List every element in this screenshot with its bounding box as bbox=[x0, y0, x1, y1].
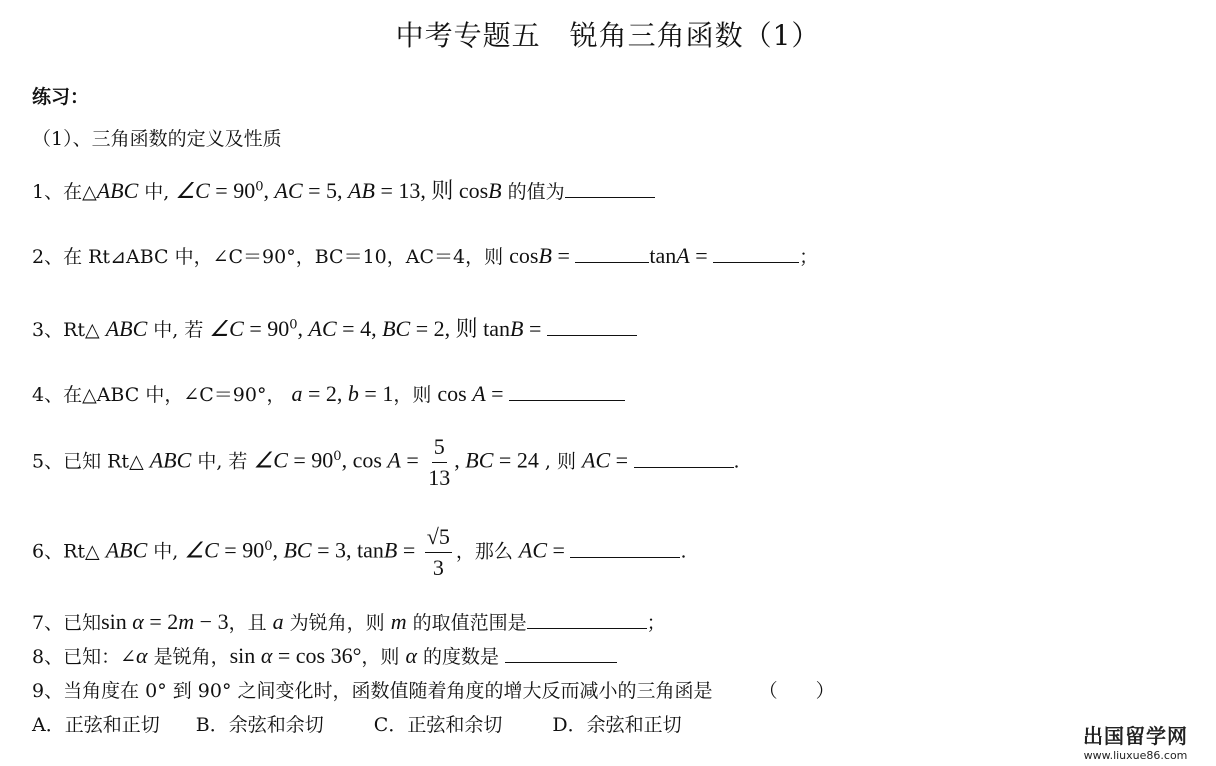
answer-options bbox=[32, 710, 682, 737]
q5-answer-blank[interactable] bbox=[634, 449, 734, 468]
q7-math: m bbox=[178, 609, 195, 634]
q7-text: 的取值范围是 bbox=[406, 612, 527, 634]
q7-text: 为锐角，则 bbox=[283, 612, 391, 634]
q1-math: AC bbox=[274, 178, 303, 203]
q1-math: B bbox=[488, 178, 502, 203]
q6-math: , bbox=[272, 537, 284, 563]
q7-text: ，且 bbox=[228, 612, 273, 634]
q5-math: BC bbox=[465, 447, 494, 473]
q5-fraction-numerator: 5 bbox=[432, 432, 447, 463]
q7-text: ； bbox=[646, 612, 666, 634]
q1-math: = 90 bbox=[209, 178, 256, 203]
q5-text: 中, 若 bbox=[191, 450, 254, 473]
subsection-heading: （1）、三角函数的定义及性质 bbox=[32, 128, 282, 150]
q2-text: ； bbox=[799, 246, 819, 268]
q6-superscript: 0 bbox=[264, 539, 273, 555]
q8-text: 是锐角， bbox=[147, 646, 230, 668]
q5-math: , cos bbox=[341, 447, 388, 473]
option-d[interactable]: D．余弦和正切 bbox=[552, 714, 682, 736]
q6-math: ABC bbox=[105, 537, 148, 563]
question-8 bbox=[32, 642, 617, 669]
q5-text: 5、已知 Rt△ bbox=[32, 450, 150, 473]
q3-text: 中, 若 bbox=[147, 319, 210, 341]
q1-answer-blank[interactable] bbox=[565, 179, 655, 198]
q7-math: a bbox=[272, 609, 284, 634]
q5-fraction-denominator: 13 bbox=[428, 465, 451, 490]
q6-text: 中, bbox=[147, 540, 185, 563]
q1-math: ∠C bbox=[175, 178, 210, 203]
q5-math: = bbox=[610, 447, 634, 473]
q1-superscript: 0 bbox=[255, 179, 264, 195]
q5-math: A bbox=[387, 447, 401, 473]
q4-math: b bbox=[347, 381, 359, 406]
watermark-main: 出国留学网 bbox=[1083, 724, 1188, 748]
q5-text: , 则 bbox=[538, 450, 582, 473]
q8-text: ，则 bbox=[361, 646, 406, 668]
q3-math: = 2, 则 tan bbox=[410, 316, 510, 341]
q7-math: = 2 bbox=[143, 609, 179, 634]
q2-math: cos bbox=[509, 243, 539, 268]
q4-math: = 1 bbox=[358, 381, 394, 406]
q8-math: α bbox=[405, 643, 418, 668]
q6-fraction-numerator: √5 bbox=[425, 522, 452, 553]
q8-math: α bbox=[136, 643, 148, 668]
q6-math: ∠C bbox=[184, 537, 219, 563]
q6-text: . bbox=[680, 540, 687, 563]
q5-math: ∠C bbox=[253, 447, 288, 473]
question-4 bbox=[32, 380, 625, 407]
q6-text: 6、Rt△ bbox=[32, 540, 106, 563]
q5-math: = 24 bbox=[493, 447, 539, 473]
q6-fraction bbox=[425, 522, 452, 583]
q8-answer-blank[interactable] bbox=[505, 644, 617, 663]
q1-math: , bbox=[263, 178, 275, 203]
q3-math: = 4, bbox=[336, 316, 383, 341]
q5-math: = 90 bbox=[287, 447, 334, 473]
q8-math: α bbox=[260, 643, 273, 668]
q4-math: cos bbox=[437, 381, 473, 406]
q7-math: m bbox=[390, 609, 407, 634]
q3-math: ∠C bbox=[209, 316, 244, 341]
q3-math: = bbox=[523, 316, 547, 341]
q8-math: = cos 36° bbox=[272, 643, 362, 668]
q2-math: = bbox=[689, 243, 714, 268]
q3-math: , bbox=[297, 316, 309, 341]
q4-answer-blank[interactable] bbox=[509, 382, 625, 401]
q6-math: AC bbox=[518, 537, 548, 563]
q2-text: 2、在 Rt⊿ABC 中，∠C＝90°，BC＝10，AC＝4，则 bbox=[32, 246, 510, 268]
q1-math: AB bbox=[348, 178, 375, 203]
q8-math: sin bbox=[229, 643, 261, 668]
option-a[interactable]: A．正弦和正切 bbox=[32, 714, 160, 736]
q5-math: = bbox=[400, 447, 425, 473]
q6-answer-blank[interactable] bbox=[570, 539, 680, 558]
question-1 bbox=[32, 174, 655, 205]
q2-math: A bbox=[676, 243, 690, 268]
q1-text: 中, bbox=[138, 181, 176, 203]
q6-math: = bbox=[397, 537, 421, 563]
q9-answer-parens[interactable]: （ ） bbox=[758, 680, 835, 702]
q6-text: ，那么 bbox=[455, 540, 519, 563]
q9-text: 9、当角度在 0° 到 90° 之间变化时，函数值随着角度的增大反而减小的三角函是 bbox=[32, 680, 713, 702]
option-b[interactable]: B．余弦和余切 bbox=[195, 714, 324, 736]
q6-math: = 3, tan bbox=[311, 537, 384, 563]
q5-superscript: 0 bbox=[333, 449, 342, 465]
q2-answer-blank-2[interactable] bbox=[713, 244, 799, 263]
q4-math: a bbox=[291, 381, 303, 406]
q3-math: BC bbox=[382, 316, 411, 341]
q2-math: B bbox=[538, 243, 552, 268]
q5-math: AC bbox=[582, 447, 611, 473]
q7-math: α bbox=[132, 609, 144, 634]
q6-math: = bbox=[547, 537, 571, 563]
question-9 bbox=[32, 676, 835, 703]
q1-math: = 5, bbox=[302, 178, 349, 203]
q4-text: ，则 bbox=[393, 384, 438, 406]
q1-math: ABC bbox=[96, 178, 139, 203]
question-2 bbox=[32, 242, 818, 269]
question-6 bbox=[32, 522, 687, 583]
q3-answer-blank[interactable] bbox=[547, 317, 637, 336]
q3-superscript: 0 bbox=[289, 317, 298, 333]
q6-math: B bbox=[383, 537, 398, 563]
section-label bbox=[32, 82, 89, 109]
q5-math: , bbox=[454, 447, 466, 473]
question-3 bbox=[32, 312, 637, 343]
q7-math: − 3 bbox=[194, 609, 229, 634]
q1-math: = 13, 则 cos bbox=[374, 178, 489, 203]
q3-math: = 90 bbox=[243, 316, 290, 341]
q6-fraction-denominator: 3 bbox=[432, 555, 444, 580]
q8-text: 8、已知：∠ bbox=[32, 646, 137, 668]
q1-text: 1、在△ bbox=[32, 181, 97, 203]
q2-math: tan bbox=[649, 243, 677, 268]
q7-answer-blank[interactable] bbox=[527, 610, 647, 629]
q7-text: 7、已知 bbox=[32, 612, 102, 634]
q2-answer-blank-1[interactable] bbox=[575, 244, 649, 263]
q5-fraction bbox=[428, 432, 450, 493]
q6-math: = 90 bbox=[218, 537, 265, 563]
q3-text: 3、Rt△ bbox=[32, 319, 106, 341]
page-title: 中考专题五 锐角三角函数（1） bbox=[395, 19, 821, 52]
q5-text: . bbox=[733, 450, 740, 473]
q2-math: = bbox=[551, 243, 576, 268]
watermark-url: www.liuxue86.com bbox=[1083, 749, 1188, 762]
option-c[interactable]: C．正弦和余切 bbox=[373, 714, 503, 736]
q4-math: = bbox=[485, 381, 510, 406]
q3-math: AC bbox=[308, 316, 337, 341]
q7-math: sin bbox=[101, 609, 133, 634]
watermark-logo bbox=[1083, 720, 1188, 762]
section-label-text: 练习： bbox=[32, 86, 90, 108]
q8-text: 的度数是 bbox=[417, 646, 506, 668]
q5-math: ABC bbox=[149, 447, 192, 473]
q4-math: = 2, bbox=[302, 381, 348, 406]
q1-text: 的值为 bbox=[501, 181, 565, 203]
q6-math: BC bbox=[283, 537, 312, 563]
q3-math: B bbox=[510, 316, 524, 341]
question-7 bbox=[32, 608, 666, 635]
q4-text: 4、在△ABC 中，∠C＝90°， bbox=[32, 384, 292, 406]
q4-math: A bbox=[472, 381, 486, 406]
question-5 bbox=[32, 432, 740, 493]
q3-math: ABC bbox=[105, 316, 148, 341]
